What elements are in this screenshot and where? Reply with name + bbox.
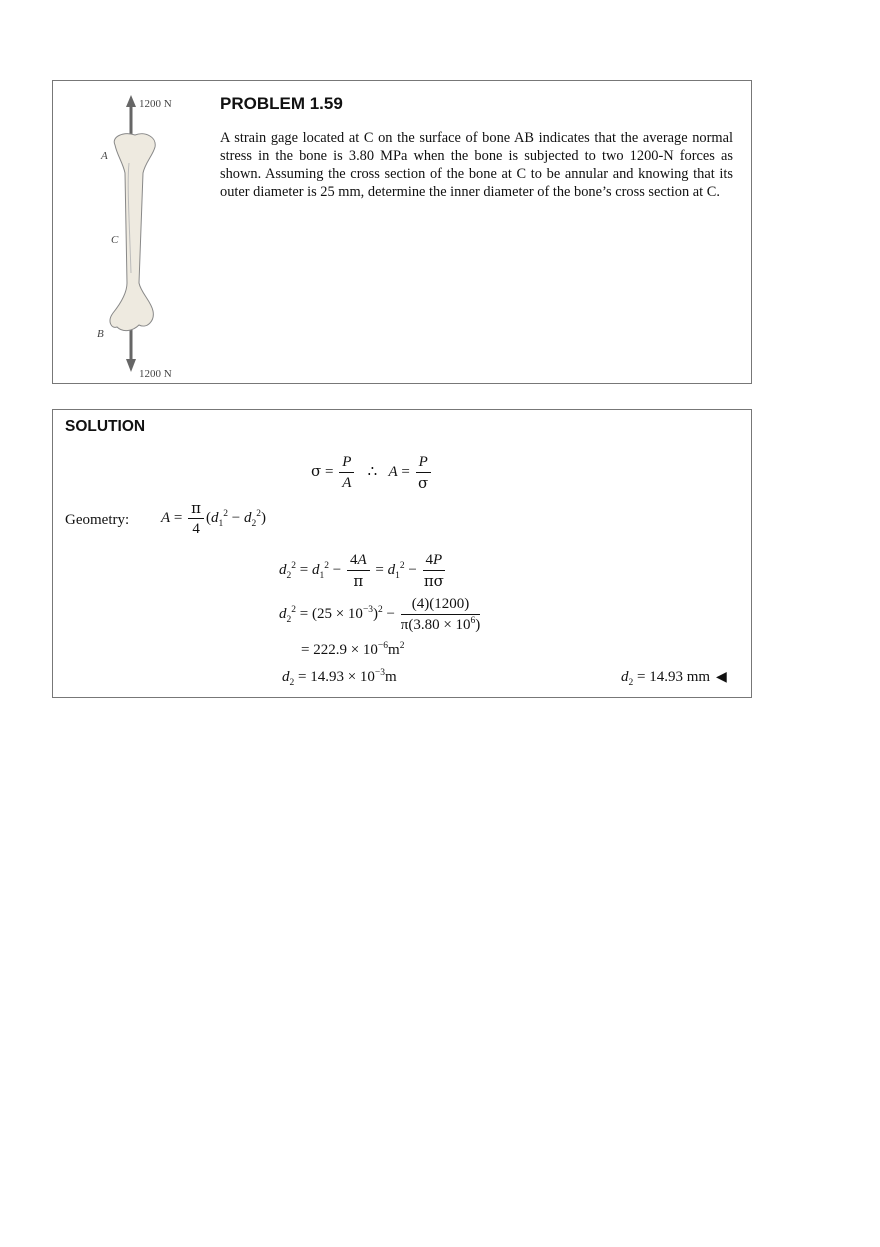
- problem-box: [52, 80, 752, 384]
- force-top-label: 1200 N: [139, 98, 172, 110]
- problem-statement: A strain gage located at C on the surface of bone AB indicates that the average normal stress in the bone is 3.80 MPa when the bone is subjected to two 1200-N forces as shown. Assuming the cross section of the bone at C to be annular and knowing that its outer diameter is 25 mm, determine the inner diameter of the bone’s cross section at C.: [220, 130, 733, 200]
- label-c: C: [111, 234, 119, 246]
- area-result: = $222.9 \times 10^{-6}m^2$: [301, 641, 405, 658]
- bone-shape: [110, 134, 155, 331]
- bone-figure: [93, 93, 203, 378]
- problem-title: PROBLEM 1.59: [220, 94, 343, 113]
- stress-equation: σ = $\frac{P}{A}$ ∴ A = $\frac{P}{\sigma}$: [311, 452, 433, 493]
- top-arrow-head: [126, 95, 136, 107]
- d2-squared-substitution: $d_2^2 = (25 \times 10^{-3})^2$ − $\frac{(4)(1200)}{\pi(3.80 \times 10^6)}$: [279, 596, 481, 633]
- label-a: A: [101, 150, 108, 162]
- label-b: B: [97, 328, 104, 340]
- bottom-arrow-head: [126, 359, 136, 372]
- final-answer: $d_2 = 14.93$ mm ◀: [621, 669, 727, 688]
- geometry-label: Geometry:: [65, 512, 130, 528]
- d2-squared-equation: $d_2^2 = d_1^2$ − $\frac{4A}{\pi}$ = $d_1^2$ − $\frac{4P}{\pi\sigma}$: [279, 552, 444, 590]
- solution-box: [52, 409, 752, 698]
- d2-result: $d_2 = 14.93 \times 10^{-3}m$: [282, 668, 397, 688]
- force-bottom-label: 1200 N: [139, 368, 172, 378]
- solution-title: SOLUTION: [65, 418, 146, 435]
- answer-marker-icon: ◀: [716, 669, 727, 685]
- geometry-equation: A = $\frac{\pi}{4}$ $(d_1^2 - d_2^2)$: [161, 499, 266, 537]
